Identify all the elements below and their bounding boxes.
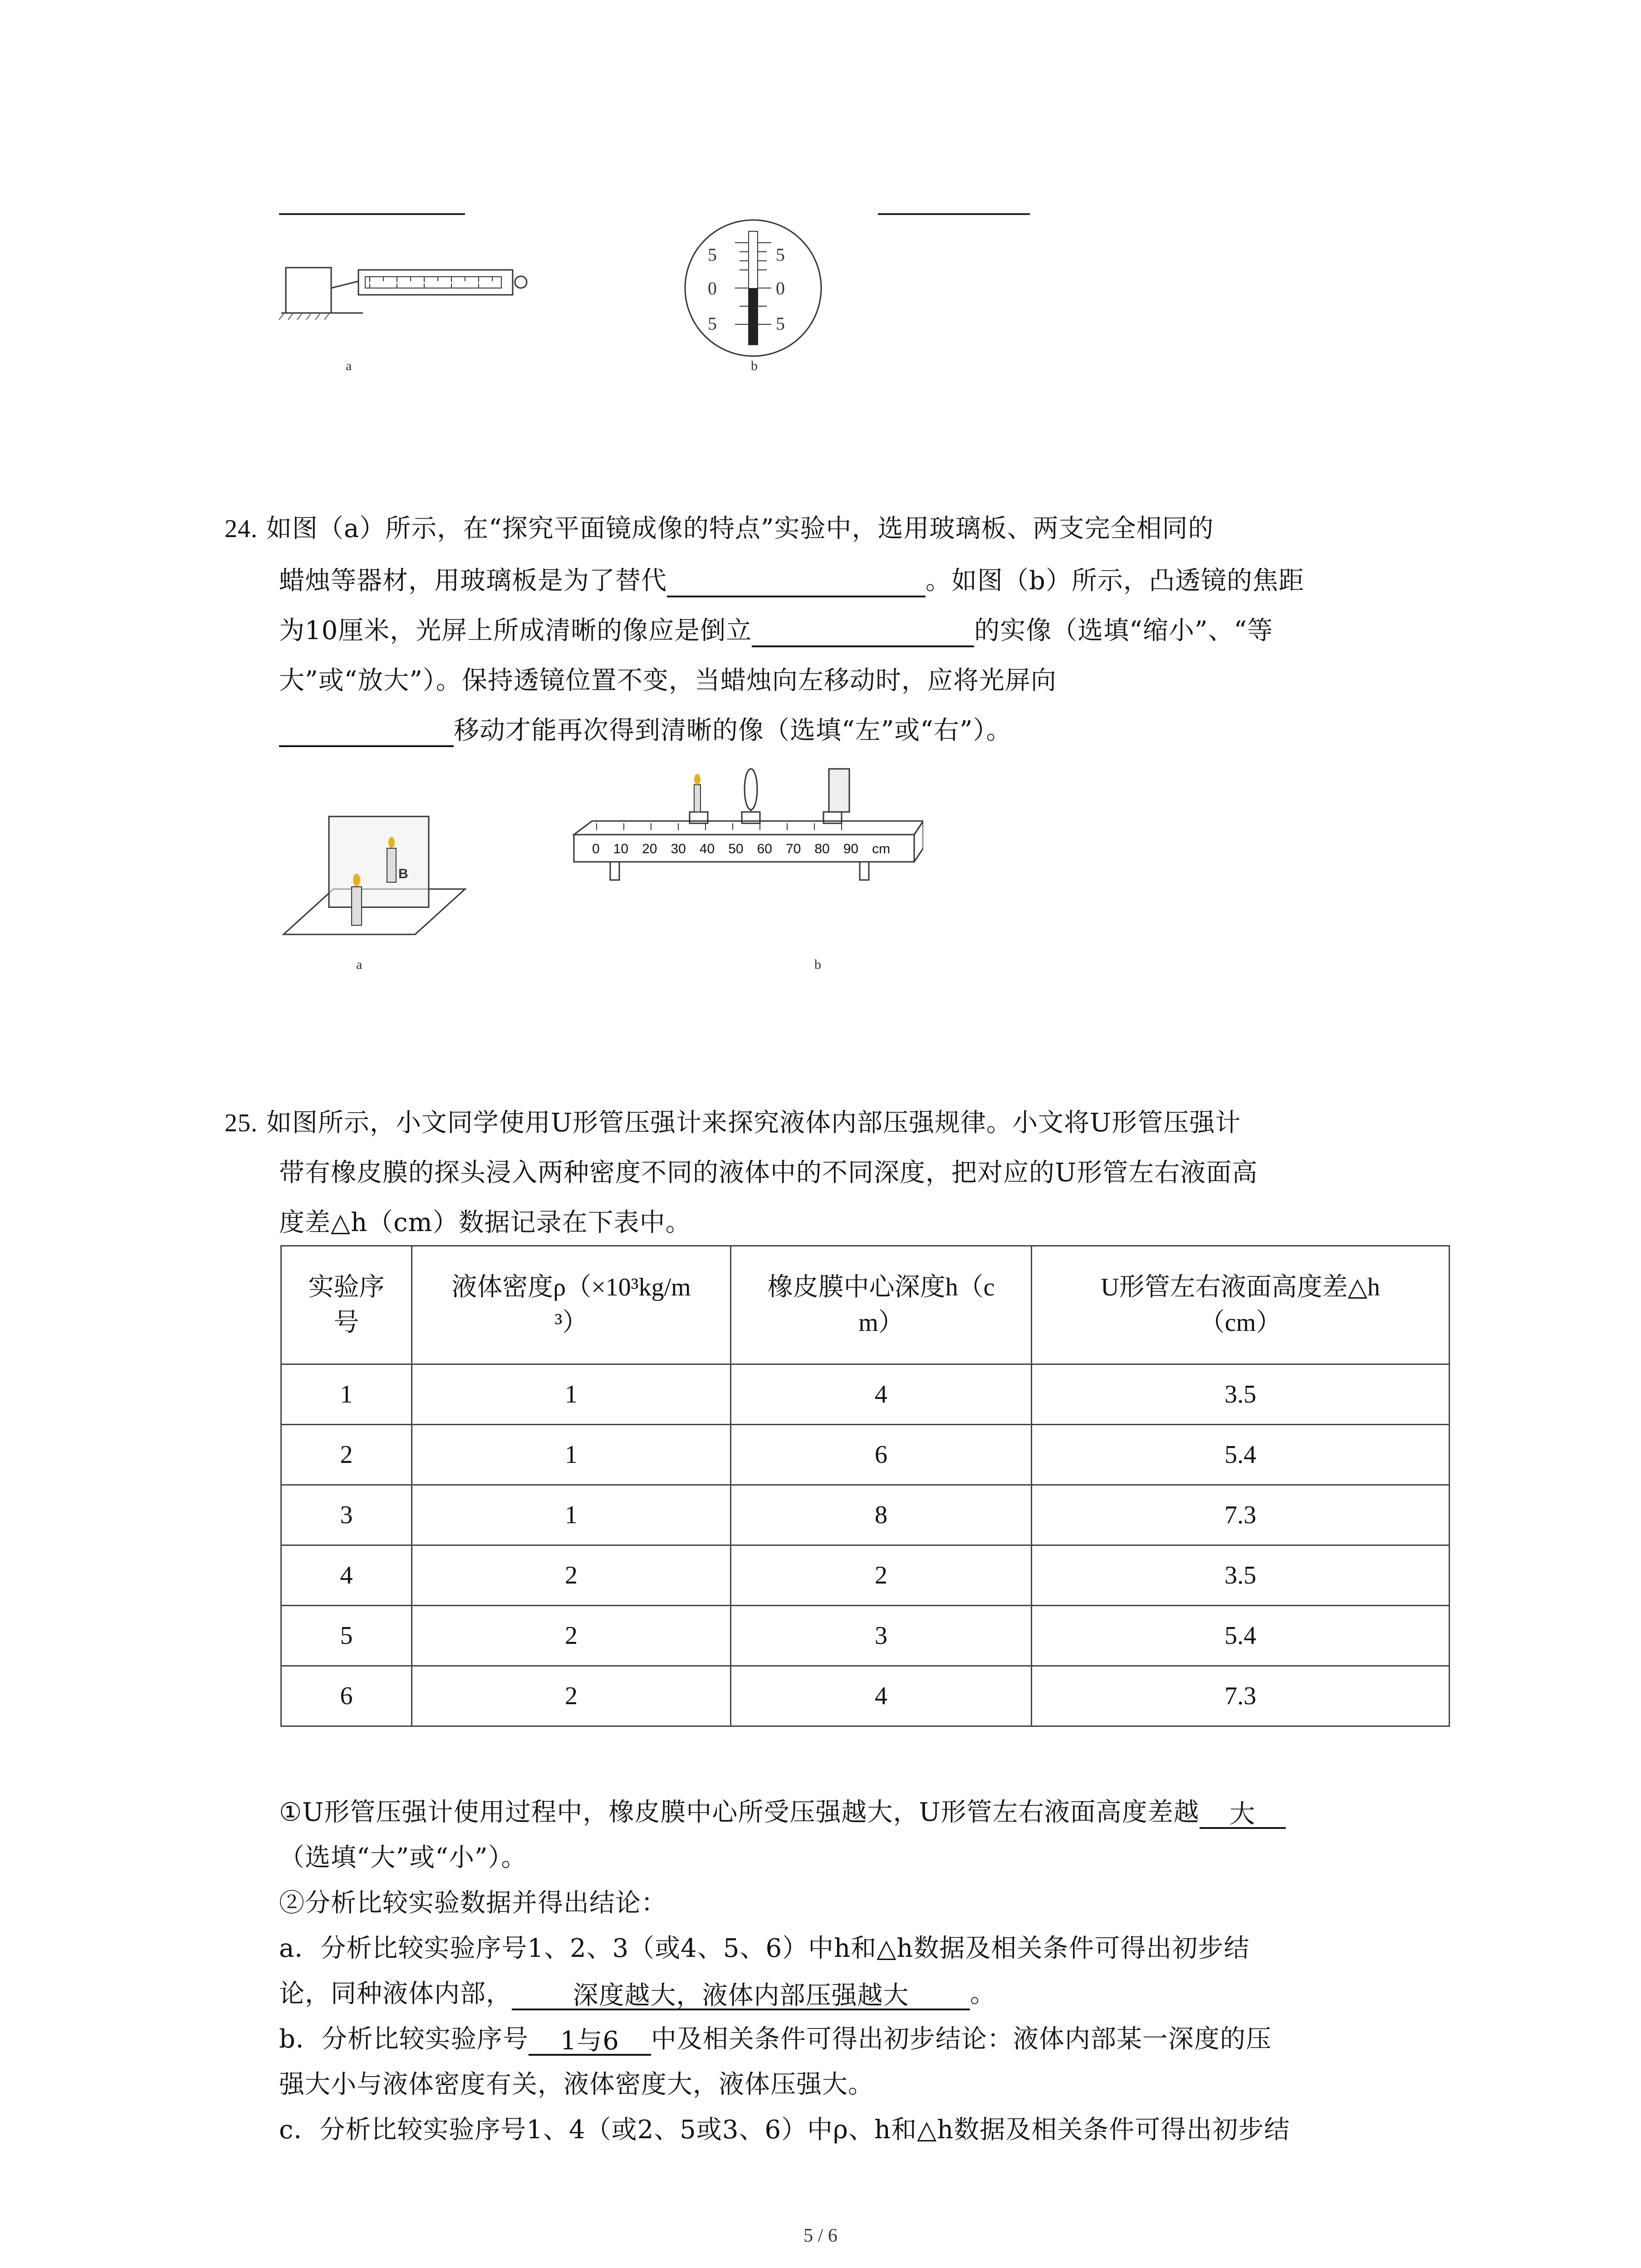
q24-blank-2[interactable] (752, 618, 974, 647)
ruler-tick-30: 30 (671, 841, 686, 856)
cell-density: 2 (412, 1606, 731, 1666)
cell-depth: 4 (731, 1364, 1032, 1425)
table-row (281, 1364, 1450, 1425)
q24-blank-3[interactable] (279, 718, 454, 747)
header-trial-no: 实验序 号 (281, 1246, 412, 1364)
q25-part-a-answer[interactable]: 深度越大，液体内部压强越大 (512, 1980, 970, 2010)
q25-text-1: 如图所示，小文同学使用U形管压强计来探究液体内部压强规律。小文将U形管压强计 (266, 1108, 1241, 1138)
ruler-tick-10: 10 (613, 841, 629, 856)
ruler-tick-40: 40 (699, 841, 715, 856)
q25-part-c-line1 (279, 2114, 1290, 2146)
q25-part-b-text2: 强大小与液体密度有关，液体密度大，液体压强大。 (279, 2070, 874, 2099)
table-header-row (281, 1246, 1450, 1364)
table-row (281, 1485, 1450, 1545)
q25-part-a-line2 (279, 1978, 996, 2010)
q24-line-5 (279, 714, 1012, 747)
q25-text-3: 度差△h（cm）数据记录在下表中。 (279, 1208, 691, 1237)
thermo-tick-left-3: 5 (708, 313, 717, 334)
answer-blank-top-left[interactable] (279, 213, 465, 215)
cell-density: 2 (412, 1545, 731, 1606)
header-height-diff: U形管左右液面高度差△h （cm） (1032, 1246, 1450, 1364)
q24-text-4: 为10厘米，光屏上所成清晰的像应是倒立 (279, 616, 752, 645)
ruler-tick-60: 60 (757, 841, 772, 856)
q25-part1-line1 (279, 1796, 1286, 1829)
q24-text-2: 蜡烛等器材，用玻璃板是为了替代 (279, 566, 667, 596)
pressure-data-table (280, 1245, 1450, 1727)
ruler-tick-80: 80 (814, 841, 830, 856)
q25-line-2 (279, 1157, 1258, 1189)
table-row (281, 1425, 1450, 1485)
cell-density: 1 (412, 1485, 731, 1545)
q25-part1-tail: （选填“大”或“小”）。 (279, 1843, 527, 1872)
cell-height-diff: 5.4 (1032, 1606, 1450, 1666)
ruler-tick-70: 70 (785, 841, 801, 856)
q25-part2-line (279, 1887, 667, 1920)
table-row (281, 1666, 1450, 1726)
q24-blank-1[interactable] (667, 568, 926, 597)
q24-fig-label-a: a (356, 957, 362, 972)
bench-ruler-ticks (592, 841, 919, 857)
q25-part1-text: ①U形管压强计使用过程中，橡皮膜中心所受压强越大，U形管左右液面高度差越 (279, 1798, 1200, 1827)
spring-scale-figure (272, 254, 535, 331)
table-row (281, 1545, 1450, 1606)
fig-label-a-top: a (346, 358, 352, 373)
q25-part1-answer[interactable]: 大 (1200, 1798, 1286, 1829)
q25-number: 25. (225, 1109, 258, 1137)
q25-part-b-line1 (279, 2023, 1272, 2056)
header-density: 液体密度ρ（×10³kg/m ³） (412, 1246, 731, 1364)
ruler-unit-cm: cm (872, 841, 891, 856)
q25-part-a-pre: 论，同种液体内部， (279, 1979, 512, 2009)
thermo-tick-right-3: 5 (776, 313, 785, 334)
cell-trial: 6 (281, 1666, 412, 1726)
q25-part1-line2 (279, 1842, 527, 1874)
cell-height-diff: 7.3 (1032, 1485, 1450, 1545)
cell-depth: 2 (731, 1545, 1032, 1606)
ruler-tick-0: 0 (592, 841, 600, 856)
q24-number: 24. (225, 515, 258, 543)
cell-trial: 3 (281, 1485, 412, 1545)
q24-text-5: 的实像（选填“缩小”、“等 (974, 616, 1274, 645)
q25-part2-text: ②分析比较实验数据并得出结论： (279, 1888, 667, 1918)
cell-density: 1 (412, 1364, 731, 1425)
thermometer-figure (681, 215, 826, 361)
q24-text-3: 。如图（b）所示，凸透镜的焦距 (926, 566, 1304, 596)
cell-trial: 2 (281, 1425, 412, 1485)
ruler-tick-90: 90 (843, 841, 859, 856)
q25-part-b-pre: b．分析比较实验序号 (279, 2024, 529, 2054)
cell-depth: 8 (731, 1485, 1032, 1545)
q24-fig-label-b: b (814, 957, 821, 972)
q24-line-2 (279, 565, 1304, 597)
cell-height-diff: 3.5 (1032, 1364, 1450, 1425)
q24-text-1: 如图（a）所示，在“探究平面镜成像的特点”实验中，选用玻璃板、两支完全相同的 (266, 514, 1214, 543)
q25-part-b-line2 (279, 2068, 874, 2101)
thermo-tick-left-1: 5 (708, 244, 717, 265)
q24-text-6: 大”或“放大”）。保持透镜位置不变，当蜡烛向左移动时，应将光屏向 (279, 666, 1057, 695)
q25-part-c-text1: c．分析比较实验序号1、4（或2、5或3、6）中ρ、h和△h数据及相关条件可得出初步结 (279, 2115, 1290, 2145)
q25-line-3 (279, 1207, 691, 1239)
q25-line-1 (225, 1107, 1241, 1139)
cell-height-diff: 7.3 (1032, 1666, 1450, 1726)
cell-trial: 1 (281, 1364, 412, 1425)
q24-line-3 (279, 615, 1273, 647)
cell-depth: 6 (731, 1425, 1032, 1485)
q25-part-a-text1: a．分析比较实验序号1、2、3（或4、5、6）中h和△h数据及相关条件可得出初步结 (279, 1934, 1250, 1963)
q24-line-4 (279, 665, 1057, 697)
cell-depth: 4 (731, 1666, 1032, 1726)
cell-density: 1 (412, 1425, 731, 1485)
table-row (281, 1606, 1450, 1666)
cell-depth: 3 (731, 1606, 1032, 1666)
q25-part-b-answer[interactable]: 1与6 (529, 2025, 651, 2056)
q24-line-1 (225, 513, 1214, 545)
ruler-tick-20: 20 (642, 841, 657, 856)
thermo-tick-right-1: 5 (776, 244, 785, 265)
q24-text-7: 移动才能再次得到清晰的像（选填“左”或“右”）。 (454, 716, 1012, 745)
q25-part-a-line1 (279, 1932, 1249, 1965)
cell-trial: 4 (281, 1545, 412, 1606)
page-number: 5 / 6 (803, 2225, 838, 2246)
q25-part-b-post: 中及相关条件可得出初步结论：液体内部某一深度的压 (651, 2024, 1272, 2054)
header-depth: 橡皮膜中心深度h（c m） (731, 1246, 1032, 1364)
thermo-tick-right-2: 0 (776, 278, 785, 298)
optical-bench-figure (569, 767, 923, 912)
fig-label-b-top: b (751, 358, 758, 373)
mirror-letter-b: B (398, 866, 408, 881)
answer-blank-top-right[interactable] (878, 213, 1030, 215)
cell-height-diff: 5.4 (1032, 1425, 1450, 1485)
thermo-tick-left-2: 0 (708, 278, 717, 298)
q25-part-a-post: 。 (970, 1979, 996, 2009)
ruler-tick-50: 50 (728, 841, 744, 856)
cell-density: 2 (412, 1666, 731, 1726)
q25-text-2: 带有橡皮膜的探头浸入两种密度不同的液体中的不同深度，把对应的U形管左右液面高 (279, 1158, 1258, 1188)
cell-height-diff: 3.5 (1032, 1545, 1450, 1606)
plane-mirror-figure (279, 807, 470, 943)
cell-trial: 5 (281, 1606, 412, 1666)
